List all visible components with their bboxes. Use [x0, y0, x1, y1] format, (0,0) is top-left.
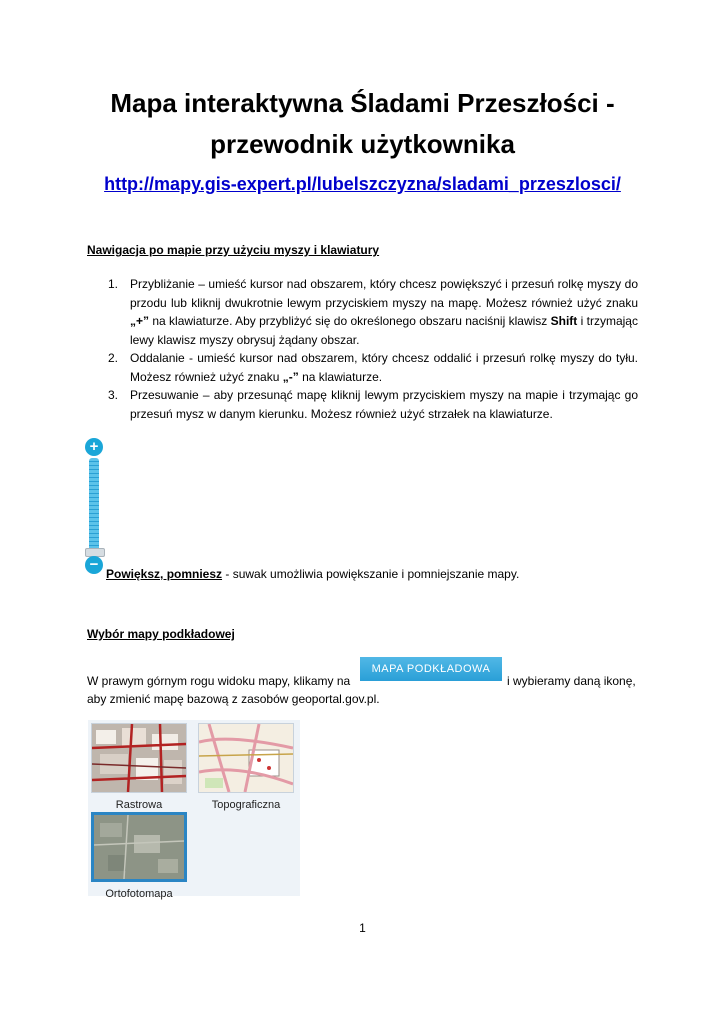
plus-icon[interactable]: +	[85, 438, 103, 456]
base-map-text-b: i wybieramy daną ikonę,	[507, 674, 636, 688]
orthophoto-map-thumbnail	[91, 812, 187, 882]
base-map-rastrowa[interactable]	[91, 723, 187, 811]
list-item: 1. Przybliżanie – umieść kursor nad obszarem, który chcesz powiększyć i przesuń rolkę myszy do przodu lub kliknij dwukrotnie lewym przyciskiem myszy na mapę. Możesz również użyć znaku „+” na klawiaturze. Aby przybliżyć się do określonego obszaru naciśnij klawisz Shift i trzymając lewy klawisz myszy obrysuj żądany obszar.	[108, 277, 638, 347]
topographic-map-thumbnail	[198, 723, 294, 793]
base-map-topograficzna[interactable]	[198, 723, 294, 811]
zoom-caption: Powiększ, pomniesz - suwak umożliwia powiększanie i pomniejszanie mapy.	[106, 567, 520, 581]
navigation-list	[108, 275, 638, 423]
base-map-label: Ortofotomapa	[105, 888, 173, 900]
list-item: 3. Przesuwanie – aby przesunąć mapę kliknij lewym przyciskiem myszy na mapie i trzymając go przesuń mysz w danym kierunku. Możesz również użyć strzałek na klawiaturze.	[108, 388, 638, 421]
base-map-text-c: aby zmienić mapę bazową z zasobów geoportal.gov.pl.	[87, 692, 380, 706]
base-map-label: Topograficzna	[211, 799, 281, 811]
section-heading-navigation: Nawigacja po mapie przy użyciu myszy i klawiatury	[87, 243, 380, 257]
section-heading-base-map: Wybór mapy podkładowej	[87, 627, 235, 641]
base-map-ortofotomapa[interactable]	[91, 812, 187, 900]
minus-icon[interactable]: −	[85, 556, 103, 574]
zoom-track[interactable]	[89, 458, 99, 552]
base-map-label: Rastrowa	[115, 799, 163, 811]
base-map-text-a: W prawym górnym rogu widoku mapy, klikamy na	[87, 674, 351, 688]
base-map-button[interactable]: MAPA PODKŁADOWA	[360, 657, 502, 681]
list-item: 2. Oddalanie - umieść kursor nad obszarem, który chcesz oddalić i przesuń rolkę myszy do tyłu. Możesz również użyć znaku „-” na klawiaturze.	[108, 351, 638, 384]
base-map-picker	[88, 720, 300, 900]
page-number: 1	[359, 921, 366, 935]
zoom-slider[interactable]	[84, 438, 104, 574]
raster-map-thumbnail	[91, 723, 187, 793]
map-url-link[interactable]: http://mapy.gis-expert.pl/lubelszczyzna/sladami_przeszlosci/	[104, 174, 621, 194]
document-title-line2: przewodnik użytkownika	[210, 129, 515, 159]
document-title-line1: Mapa interaktywna Śladami Przeszłości -	[110, 88, 615, 118]
